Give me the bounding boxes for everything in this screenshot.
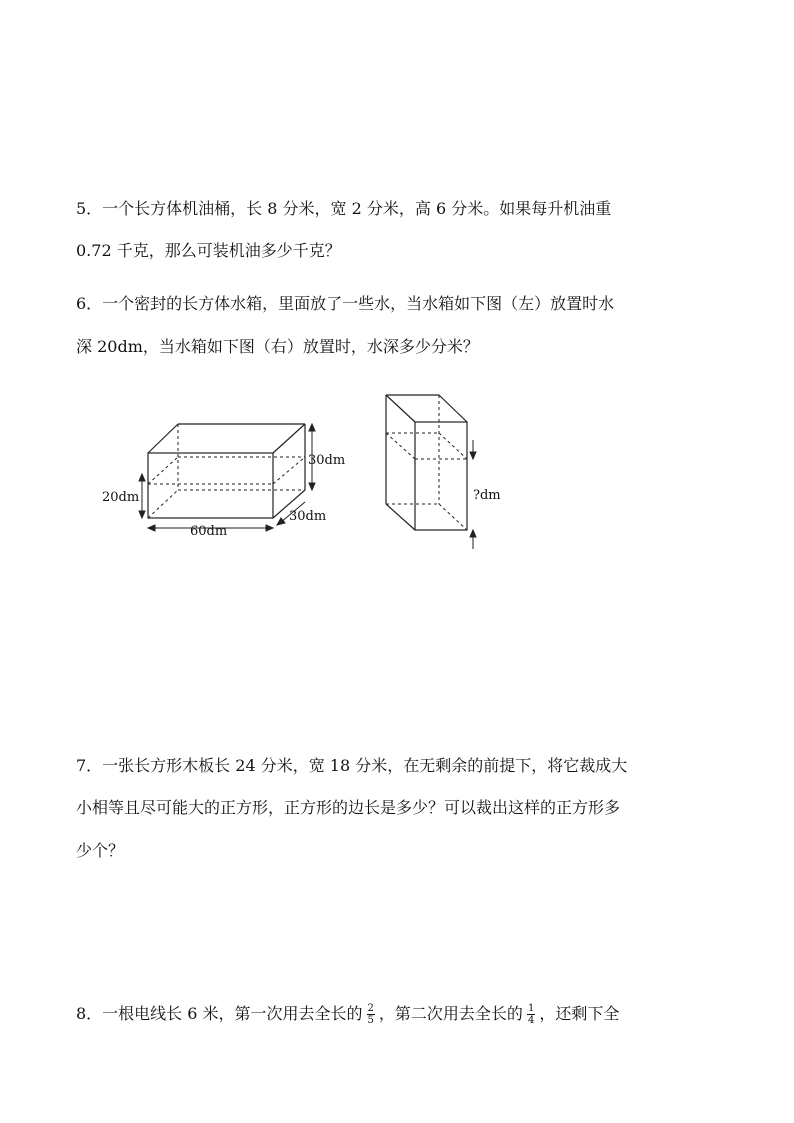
fraction-numerator: 2 [367,1003,374,1014]
q8-text-part2: ，第二次用去全长的 [378,1004,523,1023]
label-unknown-dm: ?dm [473,488,501,503]
q8-text-part3: ，还剩下全 [539,1004,620,1023]
q7-line2: 小相等且尽可能大的正方形，正方形的边长是多少？可以裁出这样的正方形多 [76,798,621,817]
q5-line1: 5．一个长方体机油桶，长 8 分米，宽 2 分米，高 6 分米。如果每升机油重 [76,199,612,218]
figure-right-box [380,385,520,555]
q5-line2: 0.72 千克，那么可装机油多少千克？ [76,241,341,260]
fraction-two-fifths [367,1003,375,1026]
fraction-denominator: 5 [367,1015,374,1026]
q6-line2: 深 20dm，当水箱如下图（右）放置时，水深多少分米？ [76,337,479,356]
front-face [415,422,467,530]
figure-left-box [100,410,360,545]
q7-line1: 7．一张长方形木板长 24 分米，宽 18 分米，在无剩余的前提下，将它裁成大 [76,756,628,775]
q7-line3: 少个？ [76,841,125,860]
q6-line1: 6．一个密封的长方体水箱，里面放了一些水，当水箱如下图（左）放置时水 [76,294,615,313]
label-height-30dm: 30dm [308,453,346,468]
label-water-20dm: 20dm [102,490,140,505]
label-length-60dm: 60dm [190,524,228,539]
q8-line1 [76,1003,619,1026]
fraction-denominator: 4 [527,1015,535,1026]
q8-text-part1: 8．一根电线长 6 米，第一次用去全长的 [76,1004,363,1023]
front-face [148,453,273,518]
label-width-30dm: 30dm [289,509,327,524]
fraction-numerator: 1 [527,1003,535,1014]
fraction-one-quarter [527,1003,535,1026]
